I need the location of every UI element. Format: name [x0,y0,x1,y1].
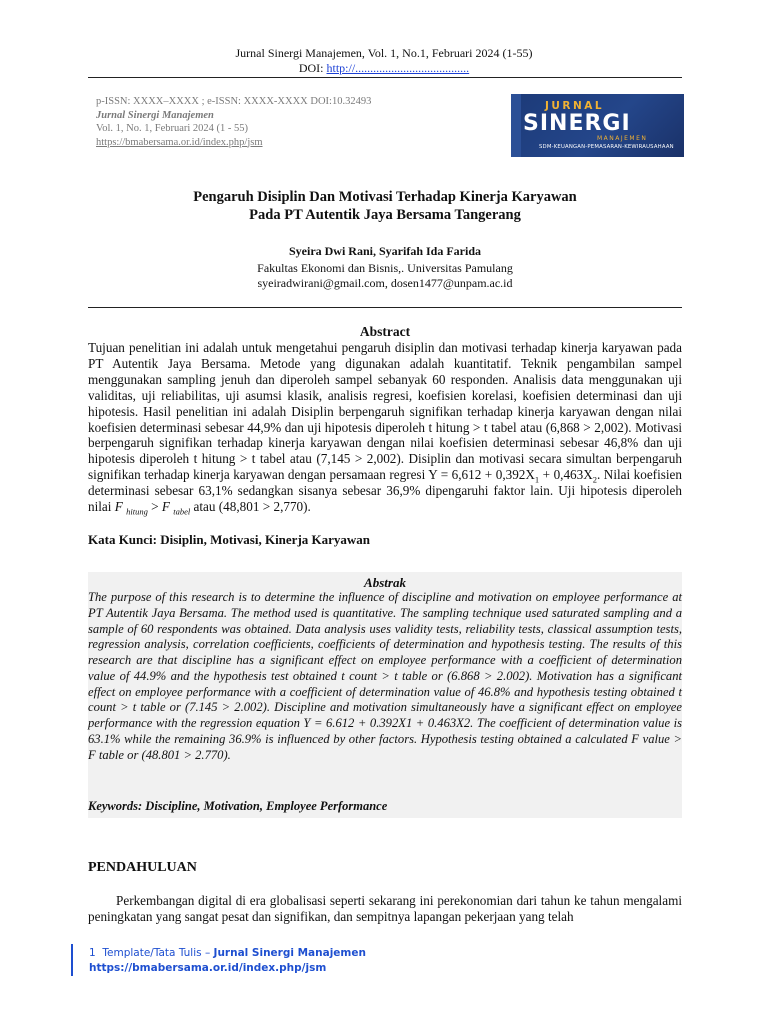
journal-meta [96,95,371,149]
abstract-text-c: . Nilai koefisien determinasi sebesar 63,1% sedangkan sisanya sebesar 36,9% dipengaruhi faktor lain. Uji hipotesis diperoleh nilai [88,467,682,515]
abstract-text-b: + 0,463X [539,467,593,483]
abstract-heading: Abstract [359,324,411,339]
footer-journal-name: Jurnal Sinergi Manajemen [213,947,366,959]
doi-label: DOI: [298,61,327,75]
abstract-text-d: atau (48,801 > 2,770). [190,499,311,515]
paper-authors: Syeira Dwi Rani, Syarifah Ida Farida [288,244,481,258]
f-tabel-sub: tabel [173,506,191,517]
footer-page-number: 1 [89,947,96,959]
abstrak-body: The purpose of this research is to determine the influence of discipline and motivation on employee performance at PT Autentik Jaya Bersama. The method used is quantitative. The sampling technique used saturated sampling and a sample of 60 respondents was obtained. Data analysis uses validity tests, reliability tests, classical assumption tests, regression analysis, correlation coefficients, coefficients of determination and hypothesis testing. The results of this research are that discipline has a significant effect on employee performance with a coefficient of determination value of 44.9% and the hypothesis test obtained t count > t table or (6.868 > 2.002). Motivation has a significant effect on employee performance with a coefficient of determination value of 46.8% and hypothesis testing obtained t count > t table or (7.145 > 2.002). Discipline and motivation simultaneously have a significant effect on employee performance with the regression equation Y = 6.612 + 0.392X1 + 0.463X2. The coefficient of determination value is 63.1% while the remaining 36.9% is influenced by other factors. Hypothesis testing obtained a calculated F value > F table or (48.801 > 2.770). [88,590,682,762]
title-line-1: Pengaruh Disiplin Dan Motivasi Terhadap Kinerja Karyawan [193,189,577,205]
keywords-en: Keywords: Discipline, Motivation, Employee Performance [88,799,388,813]
section-heading-pendahuluan: PENDAHULUAN [88,860,197,875]
logo-strip [511,94,521,157]
keywords-id: Kata Kunci: Disiplin, Motivasi, Kinerja Karyawan [88,532,371,547]
doi-link[interactable]: http://...................................... [326,61,470,75]
f-gt: > [147,499,162,515]
f-symbol-hitung: F [114,499,123,515]
abstract-sub-1: 1 [534,474,540,485]
volume-line: Vol. 1, No. 1, Februari 2024 (1 - 55) [96,123,249,134]
running-header-doi [0,61,768,76]
running-header [0,46,768,76]
author-emails: syeiradwirani@gmail.com, dosen1477@unpam.ac.id [257,276,513,290]
running-header-journal: Jurnal Sinergi Manajemen, Vol. 1, No.1, Februari 2024 (1-55) [235,46,533,60]
logo-line-manajemen: MANAJEMEN [597,135,648,142]
logo-line-sinergi: SINERGI [523,111,631,136]
footer-line-1 [89,947,366,960]
abstrak-heading: Abstrak [364,575,406,590]
footer-accent-bar [71,944,73,976]
abstract-text-a: Tujuan penelitian ini adalah untuk mengetahui pengaruh disiplin dan motivasi terhadap kinerja karyawan pada PT Autentik Jaya Bersama. Metode yang digunakan adalah kuantitatif. Teknik pengambilan sampel menggunakan sampling jenuh dan diperoleh sampel sebanyak 60 responden. Analisis data menggunakan uji validitas, uji reliabilitas, uji asumsi klasik, analisis regresi, koefisien korelasi, koefisien determinasi dan uji hipotesis. Hasil penelitian ini adalah Disiplin berpengaruh signifikan terhadap kinerja karyawan dengan nilai koefisien determinasi sebesar 44,9% dan uji hipotesis diperoleh t hitung > t tabel atau (6,868 > 2,002). Motivasi berpengaruh signifikan terhadap kinerja karyawan dengan nilai koefisien determinasi sebesar 46,8% dan uji hipotesis diperoleh t hitung > t tabel atau (7,145 > 2,002). Disiplin dan motivasi secara simultan berpengaruh signifikan terhadap kinerja karyawan dengan persamaan regresi Y = 6,612 + 0,392X [88,340,682,483]
issn-line: p-ISSN: XXXX–XXXX ; e-ISSN: XXXX-XXXX DOI:10.32493 [96,96,372,107]
header-divider [88,77,682,78]
footer-template-label: Template/Tata Tulis – [102,947,214,959]
author-affiliation-block [88,261,682,291]
abstract-sub-2: 2 [592,474,598,485]
intro-paragraph: Perkembangan digital di era globalisasi seperti sekarang ini perekonomian dari tahun ke tahun mengalami peningkatan yang sangat pesat dan signifikan, dan sempitnya lapangan pekerjaan yang telah [88,893,682,924]
journal-logo [511,94,684,157]
title-divider [88,307,682,308]
paper-title [88,188,682,224]
journal-url-link[interactable]: https://bmabersama.or.id/index.php/jsm [96,136,263,148]
f-hitung-sub: hitung [126,506,148,517]
logo-line-tagline: SDM-KEUANGAN-PEMASARAN-KEWIRAUSAHAAN [539,144,674,150]
logo-line-jurnal: JURNAL [545,100,605,112]
footer-url[interactable]: https://bmabersama.or.id/index.php/jsm [89,962,327,974]
affiliation: Fakultas Ekonomi dan Bisnis,. Universitas Pamulang [257,261,513,275]
title-line-2: Pada PT Autentik Jaya Bersama Tangerang [249,207,521,223]
f-symbol-tabel: F [161,499,170,515]
journal-name: Jurnal Sinergi Manajemen [96,109,214,121]
abstract-body [88,340,682,515]
